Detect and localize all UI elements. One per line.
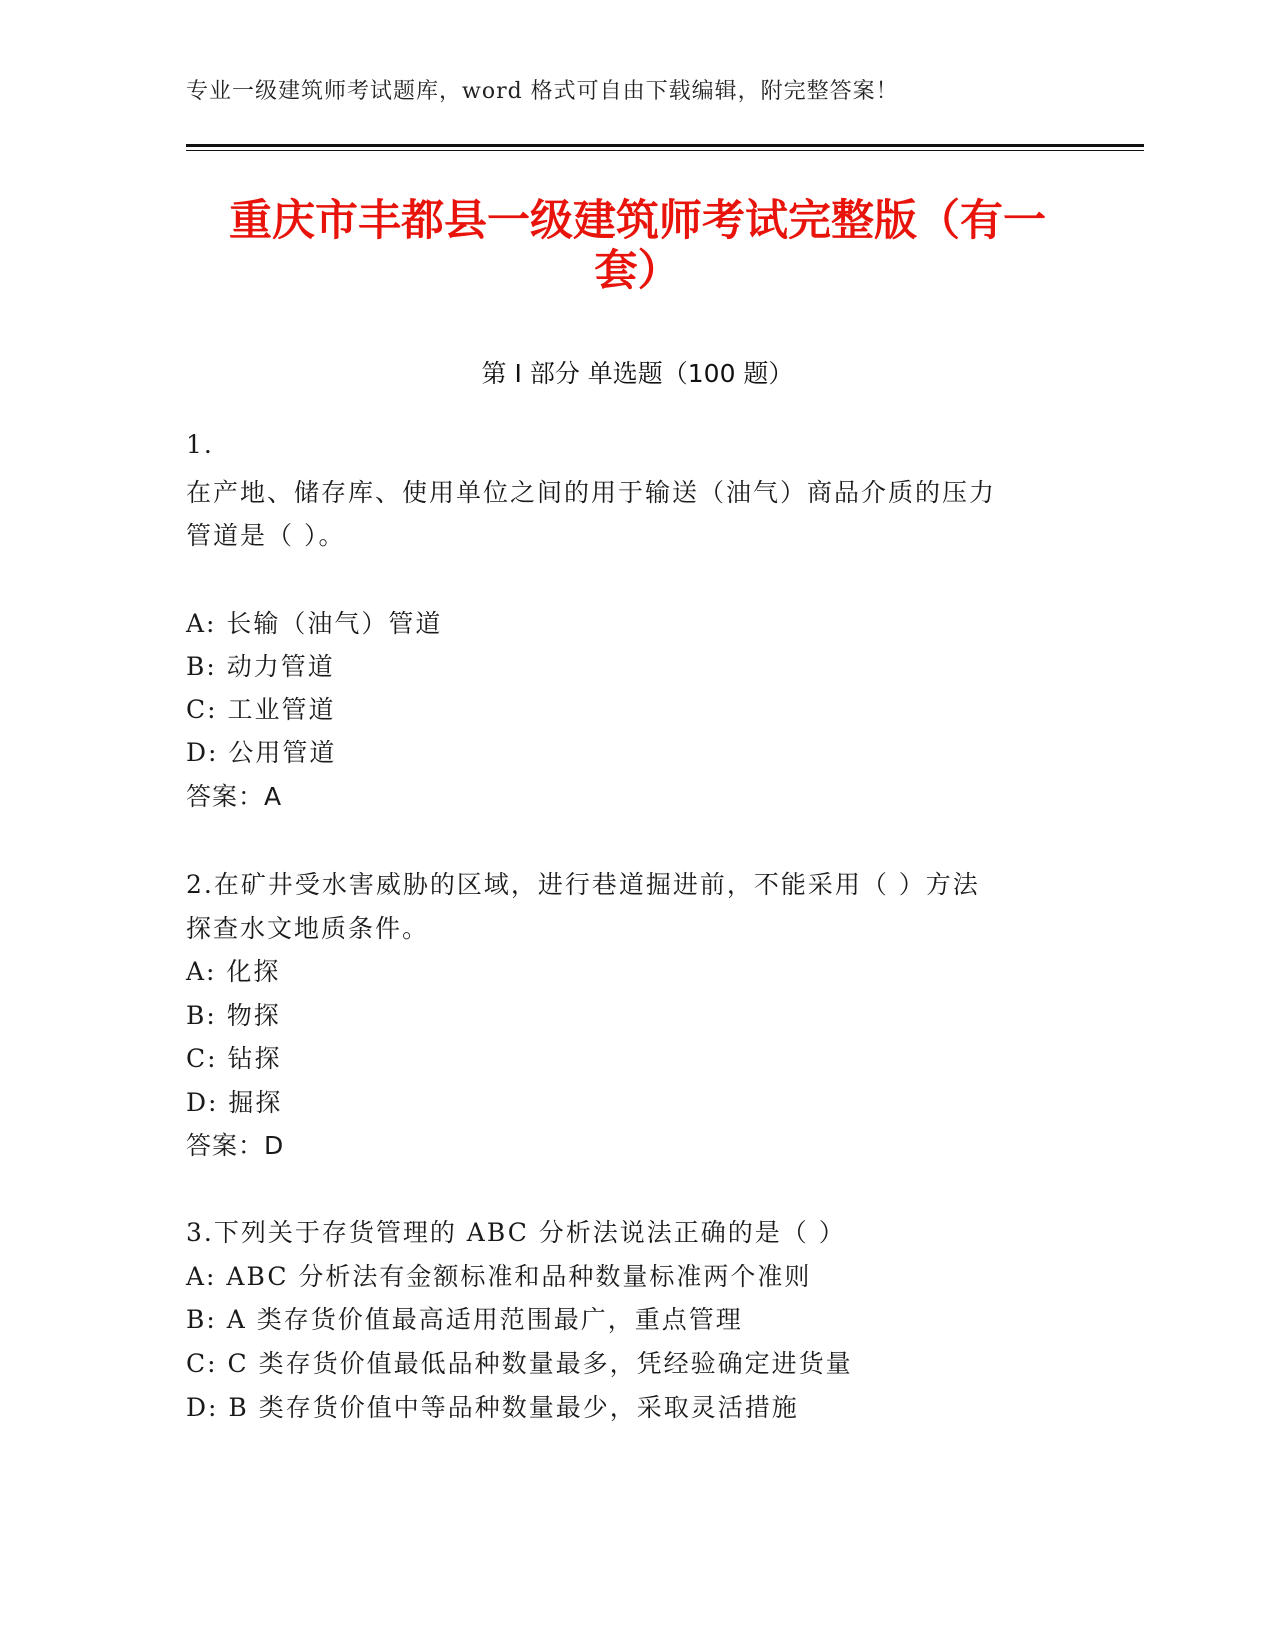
question-2-answer: 答案：D xyxy=(186,1131,285,1160)
question-2-option-d: D: 掘探 xyxy=(186,1088,283,1117)
question-3-stem-line-1: 3.下列关于存货管理的 ABC 分析法说法正确的是（ ） xyxy=(186,1218,846,1247)
question-1-option-a: A: 长输（油气）管道 xyxy=(186,609,443,638)
question-2-option-c: C: 钻探 xyxy=(186,1044,282,1073)
question-2-stem-line-2: 探查水文地质条件。 xyxy=(186,914,430,943)
question-2-option-a: A: 化探 xyxy=(186,957,281,986)
title-line-1: 重庆市丰都县一级建筑师考试完整版（有一 xyxy=(229,196,1046,246)
question-1-option-b: B: 动力管道 xyxy=(186,652,335,681)
question-1-option-d: D: 公用管道 xyxy=(186,738,337,767)
question-3-option-d: D: B 类存货价值中等品种数量最少，采取灵活措施 xyxy=(186,1393,799,1422)
question-1-stem-line-2: 管道是（ ）。 xyxy=(186,521,346,550)
question-1-option-c: C: 工业管道 xyxy=(186,695,336,724)
title-line-2: 套） xyxy=(594,246,681,296)
question-1-answer: 答案：A xyxy=(186,782,283,811)
question-2-option-b: B: 物探 xyxy=(186,1001,281,1030)
section-heading: 第 I 部分 单选题（100 题） xyxy=(481,359,794,388)
header-rule-thick xyxy=(186,144,1144,147)
question-3-option-a: A: ABC 分析法有金额标准和品种数量标准两个准则 xyxy=(186,1262,812,1291)
document-title xyxy=(150,196,1125,296)
question-3-option-b: B: A 类存货价值最高适用范围最广，重点管理 xyxy=(186,1305,743,1334)
question-1-number: 1. xyxy=(186,430,214,459)
question-3-option-c: C: C 类存货价值最低品种数量最多，凭经验确定进货量 xyxy=(186,1349,853,1378)
question-1-stem-line-1: 在产地、储存库、使用单位之间的用于输送（油气）商品介质的压力 xyxy=(186,478,997,507)
header-note: 专业一级建筑师考试题库，word 格式可自由下载编辑，附完整答案！ xyxy=(186,79,899,104)
header-rule-thin xyxy=(186,150,1144,151)
question-2-stem-line-1: 2.在矿井受水害威胁的区域，进行巷道掘进前，不能采用（ ）方法 xyxy=(186,870,980,899)
